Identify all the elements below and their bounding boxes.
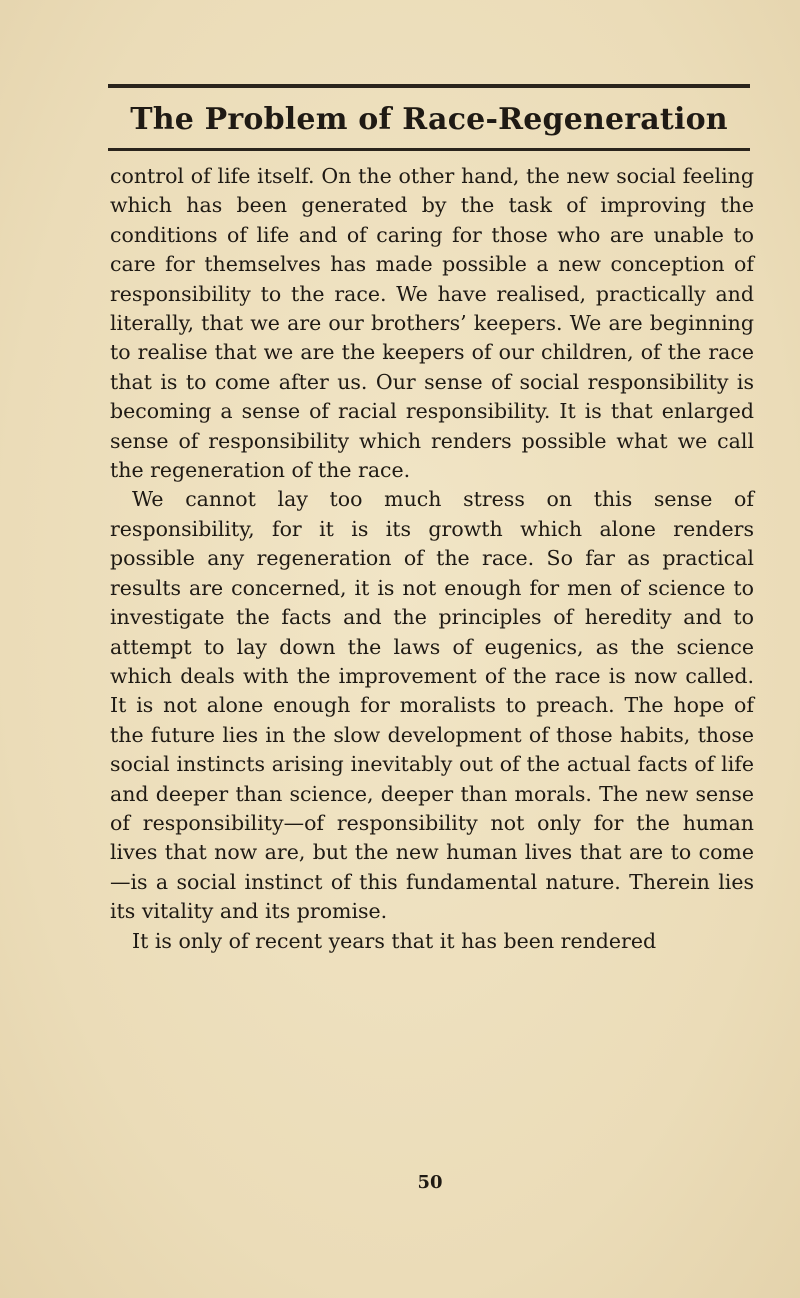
header-rule-top <box>108 84 750 88</box>
page-number: 50 <box>417 1172 443 1193</box>
running-head: The Problem of Race-Regeneration <box>130 102 728 137</box>
paragraph: It is only of recent years that it has been rendered <box>132 928 657 953</box>
body-text <box>110 162 754 956</box>
paragraph: We cannot lay too much stress on this sense of responsibility, for it is its growth which alone renders possible any regeneration of the race. So far as practical results are concerned, it is not enough for men of science to investigate the facts and the principles of heredity and to attempt to lay down the laws of eugenics, as the science which deals with the improvement of the race is now called. It is not alone enough for moralists to preach. The hope of the future lies in the slow development of those habits, those social instincts arising inevitably out of the actual facts of life and deeper than science, deeper than morals. The new sense of responsibility—of responsibility not only for the human lives that now are, but the new human lives that are to come—is a social instinct of this fundamental nature. Therein lies its vitality and its promise. <box>110 487 754 924</box>
header-rule-bottom <box>108 148 750 151</box>
paragraph-continued: control of life itself. On the other hand, the new social feeling which has been generated by the task of improving the conditions of life and of caring for those who are unable to care for themselves has made possible a new conception of responsibility to the race. We have realised, practically and literally, that we are our brothers’ keepers. We are beginning to realise that we are the keepers of our children, of the race that is to come after us. Our sense of social responsibility is becoming a sense of racial responsibility. It is that enlarged sense of responsibility which renders possible what we call the regeneration of the race. <box>110 164 754 483</box>
